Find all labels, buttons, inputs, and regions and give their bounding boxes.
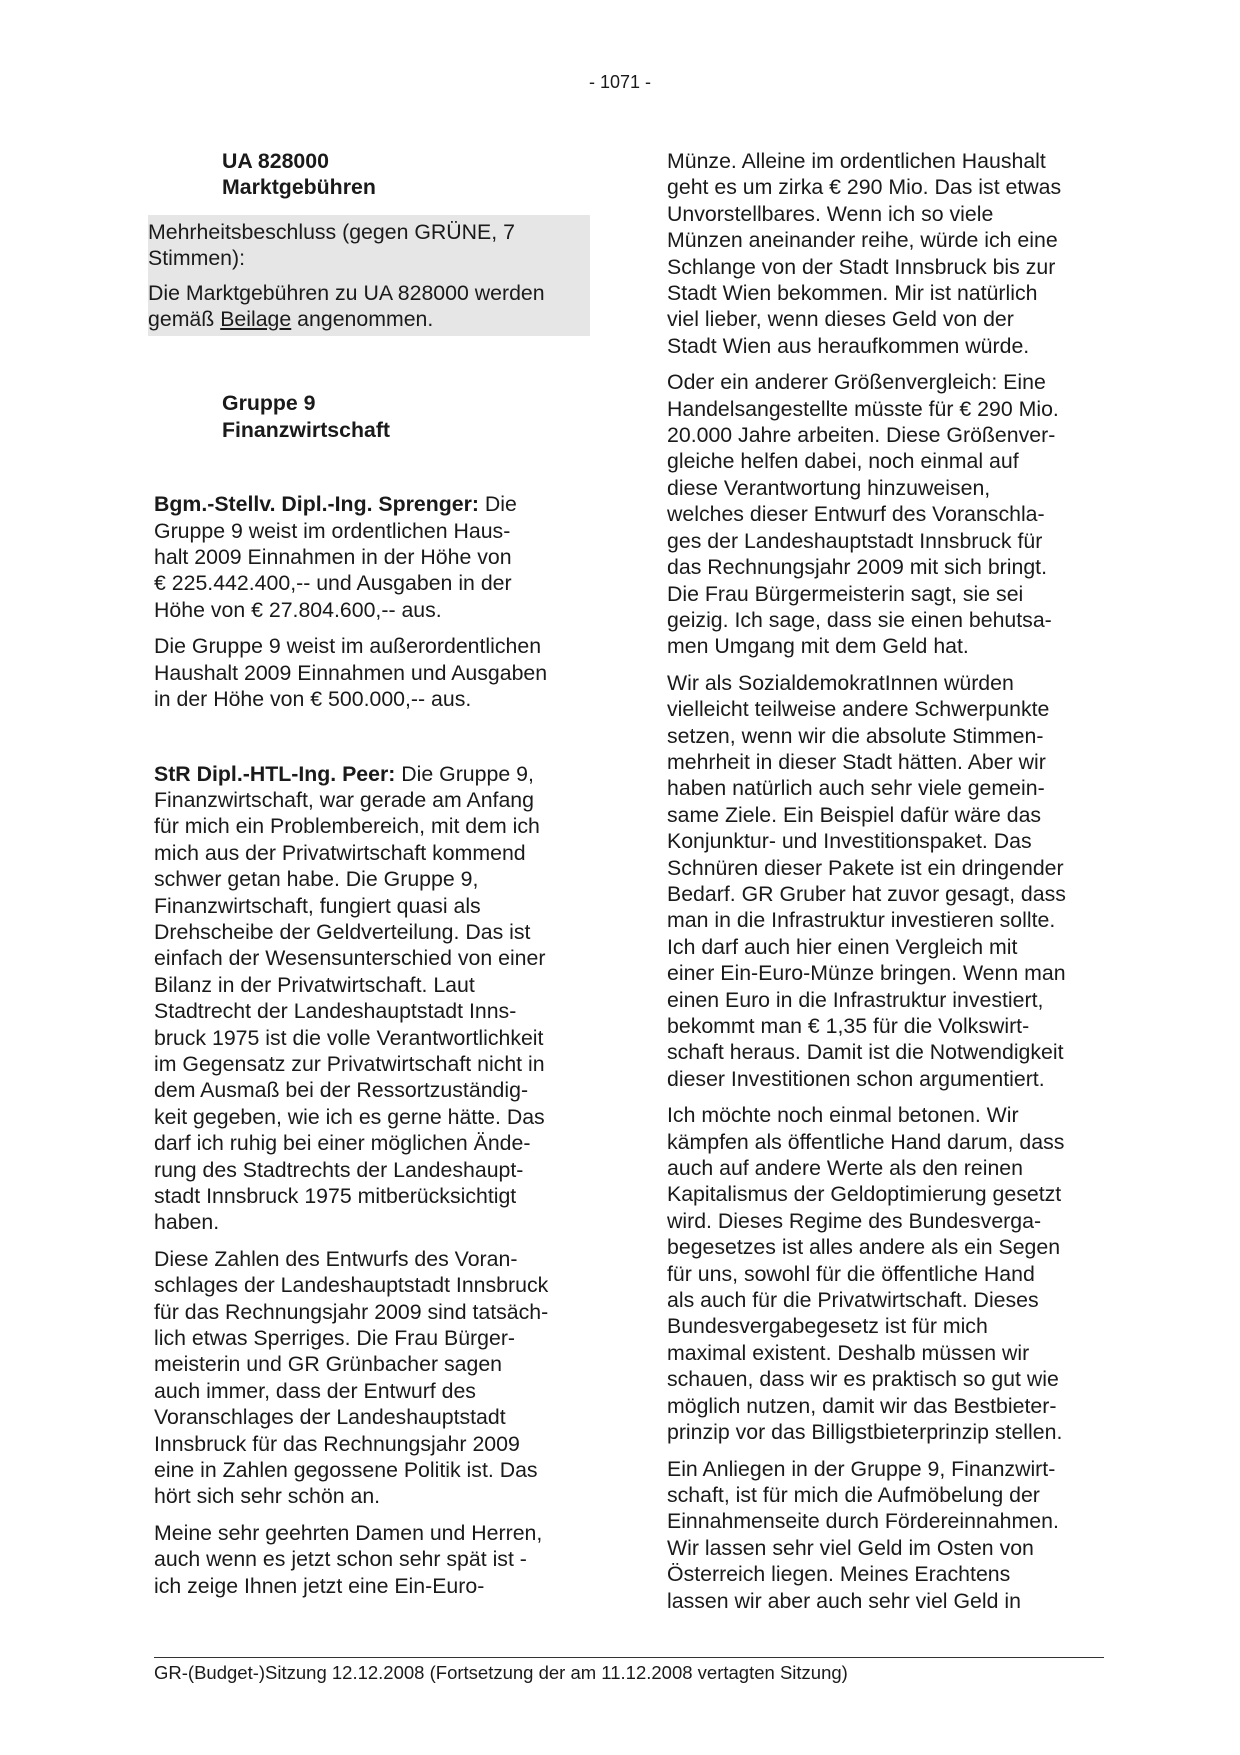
speaker-name: StR Dipl.-HTL-Ing. Peer:: [154, 761, 396, 786]
heading-line: Marktgebühren: [222, 175, 376, 200]
heading-line: UA 828000: [222, 149, 329, 173]
footer-text: GR-(Budget-)Sitzung 12.12.2008 (Fortsetzung der am 11.12.2008 vertagten Sitzung): [154, 1662, 848, 1683]
left-column: [148, 148, 588, 1609]
paragraph-ao-haushalt: Die Gruppe 9 weist im außerordentlichen Haushalt 2009 Einnahmen und Ausgaben in der Höhe von € 500.000,-- aus.: [154, 634, 548, 712]
right-column: [667, 148, 1107, 1624]
decision-box: [148, 215, 590, 337]
page-number: - 1071 -: [588, 72, 652, 92]
paragraph-peer: StR Dipl.-HTL-Ing. Peer: Die Gruppe 9, Finanzwirtschaft, war gerade am Anfang für mich ein Problembereich, mit dem ich mich aus der Privatwirtschaft kommend schwer getan habe. Die Gruppe 9, Finanzwirtschaft, fungiert quasi als Drehscheibe der Geldverteilung. Das ist einfach der Wesensunterschied von einer Bilanz in der Privatwirtschaft. Laut Stadtrecht der Landeshauptstadt Inns- bruck 1975 ist die volle Verantwortlichkeit im Gegensatz zur Privatwirtschaft nicht in dem Ausmaß bei der Ressortzuständig- keit gegeben, wie ich es gerne hätte. Das darf ich ruhig bei einer möglichen Ände- rung des Stadtrechts der Landeshaupt- stadt Innsbruck 1975 mitberücksichtigt haben.: [154, 761, 546, 1235]
section-heading-gruppe9: [222, 390, 588, 443]
paragraph-anliegen: Ein Anliegen in der Gruppe 9, Finanzwirt- schaft, ist für mich die Aufmöbelung der Einnahmenseite durch Fördereinnahmen. Wir lassen sehr viel Geld im Osten von Österreich liegen. Meines Erachtens lassen wir aber auch sehr viel Geld in: [667, 1456, 1059, 1613]
paragraph-sprenger: Bgm.-Stellv. Dipl.-Ing. Sprenger: Die Gruppe 9 weist im ordentlichen Haus- halt 2009 Einnahmen in der Höhe von € 225.442.400,-- und Ausgaben in der Höhe von € 27.804.600,-- aus.: [154, 492, 517, 622]
decision-text: Mehrheitsbeschluss (gegen GRÜNE, 7 Stimmen):: [148, 219, 515, 271]
paragraph-zahlen: Diese Zahlen des Entwurfs des Voran- schlages der Landeshauptstadt Innsbruck für das Rechnungsjahr 2009 sind tatsäch- lich etwas Sperriges. Die Frau Bürger- meisterin und GR Grünbacher sagen auch immer, dass der Entwurf des Voranschlages der Landeshauptstadt Innsbruck für das Rechnungsjahr 2009 eine in Zahlen gegossene Politik ist. Das hört sich sehr schön an.: [154, 1246, 549, 1509]
heading-line: Gruppe 9: [222, 391, 316, 416]
paragraph-groessenvergleich: Oder ein anderer Größenvergleich: Eine Handelsangestellte müsste für € 290 Mio. 20.000 Jahre arbeiten. Diese Größenver- gleiche helfen dabei, noch einmal auf diese Verantwortung hinzuweisen, welches dieser Entwurf des Voranschla- ges der Landeshauptstadt Innsbruck für das Rechnungsjahr 2009 mit sich bringt. Die Frau Bürgermeisterin sagt, sie sei geizig. Ich sage, dass sie einen behutsa- men Umgang mit dem Geld hat.: [667, 370, 1059, 659]
paragraph-muenze: Münze. Alleine im ordentlichen Haushalt geht es um zirka € 290 Mio. Das ist etwas Unvorstellbares. Wenn ich so viele Münzen aneinander reihe, würde ich eine Schlange von der Stadt Innsbruck bis zur Stadt Wien bekommen. Mir ist natürlich viel lieber, wenn dieses Geld von der Stadt Wien aus heraufkommen würde.: [667, 149, 1062, 358]
speaker-name: Bgm.-Stellv. Dipl.-Ing. Sprenger:: [154, 492, 479, 517]
decision-resolution: Die Marktgebühren zu UA 828000 werden gemäß Beilage angenommen.: [148, 280, 545, 332]
paragraph-sozialdemokraten: Wir als SozialdemokratInnen würden vielleicht teilweise andere Schwerpunkte setzen, wenn wir die absolute Stimmen- mehrheit in dieser Stadt hätten. Aber wir haben natürlich auch sehr viele gemein- same Ziele. Ein Beispiel dafür wäre das Konjunktur- und Investitionspaket. Das Schnüren dieser Pakete ist ein dringender Bedarf. GR Gruber hat zuvor gesagt, dass man in die Infrastruktur investieren sollte. Ich darf auch hier einen Vergleich mit einer Ein-Euro-Münze bringen. Wenn man einen Euro in die Infrastruktur investiert, bekommt man € 1,35 für die Volkswirt- schaft heraus. Damit ist die Notwendigkeit dieser Investitionen schon argumentiert.: [667, 670, 1066, 1091]
paragraph-betonen: Ich möchte noch einmal betonen. Wir kämpfen als öffentliche Hand darum, dass auch auf andere Werte als den reinen Kapitalismus der Geldoptimierung gesetzt wird. Dieses Regime des Bundesverga- begesetzes ist alles andere als ein Segen für uns, sowohl für die öffentliche Hand als auch für die Privatwirtschaft. Dieses Bundesvergabegesetz ist für mich maximal existent. Deshalb müssen wir schauen, dass wir es praktisch so gut wie möglich nutzen, damit wir das Bestbieter- prinzip vor das Billigstbieterprinzip stellen.: [667, 1103, 1065, 1445]
heading-line: Finanzwirtschaft: [222, 417, 391, 442]
footer-divider: [154, 1657, 1104, 1658]
paragraph-damen-herren: Meine sehr geehrten Damen und Herren, auch wenn es jetzt schon sehr spät ist - ich zeige Ihnen jetzt eine Ein-Euro-: [154, 1520, 543, 1598]
beilage-link[interactable]: Beilage: [220, 307, 292, 332]
section-heading-ua828000: [222, 148, 588, 201]
